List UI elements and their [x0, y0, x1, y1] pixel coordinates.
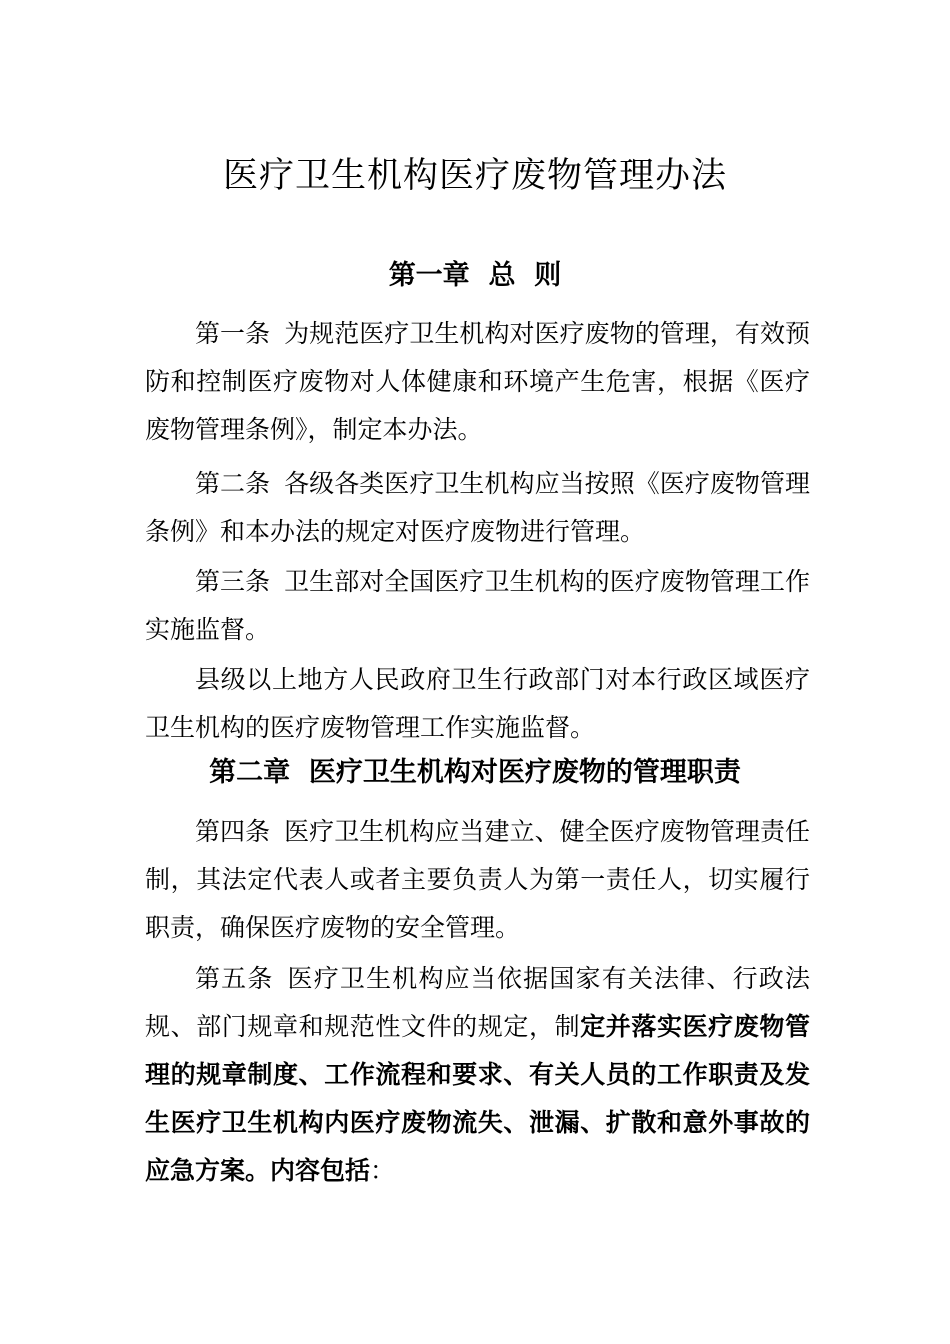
article-1 — [145, 310, 810, 454]
chapter-1-heading: 第一章 总 则 — [388, 260, 562, 291]
article-3-paragraph-2: 县级以上地方人民政府卫生行政部门对本行政区域医疗卫生机构的医疗废物管理工作实施监督。 — [145, 665, 810, 742]
article-5 — [145, 955, 810, 1195]
article-1-text: 为规范医疗卫生机构对医疗废物的管理，有效预防和控制医疗废物对人体健康和环境产生危害，根据《医疗废物管理条例》，制定本办法。 — [145, 319, 810, 444]
article-4-text: 医疗卫生机构应当建立、健全医疗废物管理责任制，其法定代表人或者主要负责人为第一责任人，切实履行职责，确保医疗废物的安全管理。 — [145, 817, 810, 942]
article-1-label: 第一条 — [195, 319, 271, 348]
article-3-text: 卫生部对全国医疗卫生机构的医疗废物管理工作实施监督。 — [145, 567, 810, 644]
article-5-label: 第五条 — [195, 964, 274, 993]
article-4 — [145, 808, 810, 952]
article-3 — [145, 558, 810, 654]
chapter-2-heading: 第二章 医疗卫生机构对医疗废物的管理职责 — [209, 757, 741, 788]
article-5-text-tail: ： — [370, 1156, 396, 1185]
document-title: 医疗卫生机构医疗废物管理办法 — [222, 156, 727, 196]
article-5-text-normal: 医疗卫生机构应当依据国家有关法律、行政法规、部门规章和规范性文件的规定，制 — [145, 964, 810, 1041]
article-2-label: 第二条 — [195, 469, 271, 498]
article-2 — [145, 460, 810, 556]
article-3-label: 第三条 — [195, 567, 271, 596]
article-2-text: 各级各类医疗卫生机构应当按照《医疗废物管理条例》和本办法的规定对医疗废物进行管理。 — [145, 469, 810, 546]
article-4-label: 第四条 — [195, 817, 271, 846]
article-5-text-bold: 定并落实医疗废物管理的规章制度、工作流程和要求、有关人员的工作职责及发生医疗卫生机构内医疗废物流失、泄漏、扩散和意外事故的应急方案。内容包括 — [145, 1012, 810, 1185]
